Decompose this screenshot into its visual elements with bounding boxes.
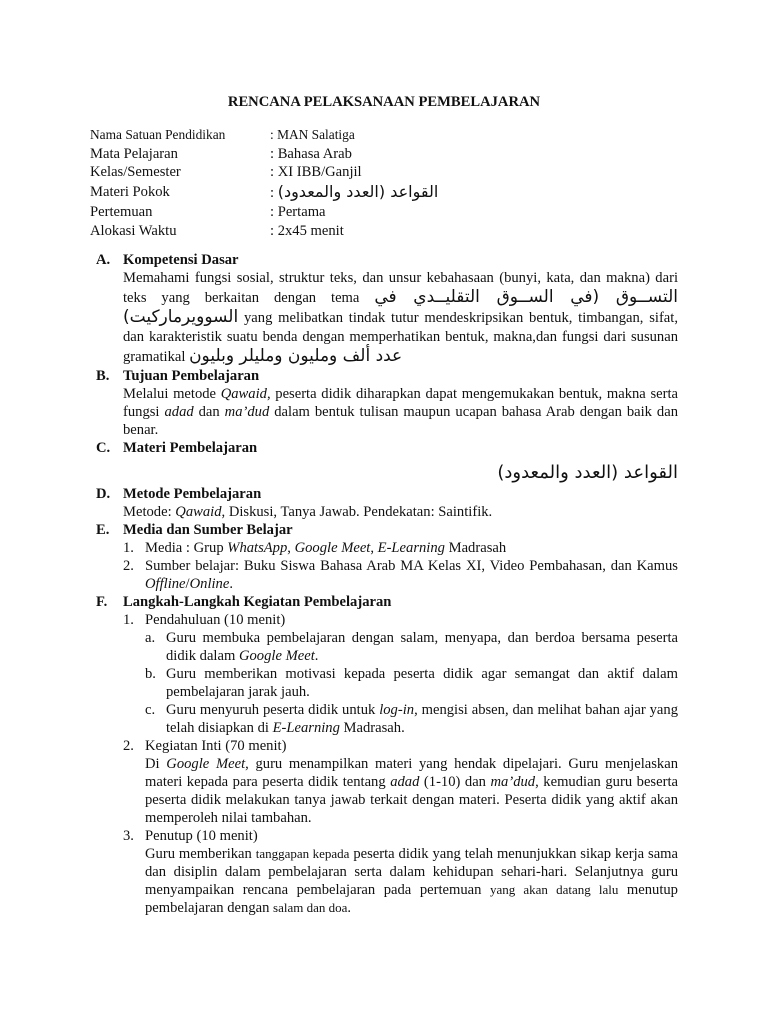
identity-row-school [90, 126, 710, 144]
section-body [123, 503, 678, 521]
section-e [96, 521, 678, 593]
step-title: Kegiatan Inti (70 menit) [145, 738, 287, 754]
text: , peserta didik diharapkan dapat mengemukakan bentuk, makna serta fungsi [123, 386, 678, 420]
text: / [185, 576, 190, 592]
section-heading [96, 521, 678, 539]
paragraph-text: yang melibatkan tindak tutur mendeskripsikan bentuk, timbangan, sifat, dan karakteristik suatu benda dengan memperhatikan bentuk, makna,dan fungsi dari susunan gramatikal [123, 310, 678, 365]
italic-term: Google Meet [294, 540, 371, 556]
text: salam dan doa [273, 900, 348, 915]
identity-label: Pertemuan [90, 204, 153, 221]
italic-term: Google Meet [238, 648, 315, 664]
list-content [145, 611, 678, 737]
italic-term: Qawaid [220, 386, 267, 402]
sub-item [145, 629, 678, 665]
identity-label: Alokasi Waktu [90, 222, 177, 239]
text: . [314, 648, 319, 664]
section-d [96, 485, 678, 521]
text: yang akan datang lalu [489, 882, 619, 897]
italic-term: adad [164, 404, 194, 420]
section-body [123, 457, 678, 485]
list-text [145, 557, 678, 593]
arabic-text: القواعد (العدد والمعدود) [497, 462, 678, 483]
list-number: 2. [123, 738, 134, 754]
arabic-text: عدد ألف ومليون ومليلر وبليون [189, 346, 403, 366]
sub-text [166, 629, 678, 665]
section-b [96, 367, 678, 439]
step-body [145, 845, 678, 917]
text: Sumber belajar: Buku Siswa Bahasa Arab MA Kelas XI, Video Pembahasan, dan Kamus [145, 558, 678, 574]
identity-value: : 2x45 menit [270, 222, 344, 239]
section-letter: C. [96, 440, 111, 456]
identity-value: : Pertama [270, 204, 326, 221]
sub-letter: b. [145, 666, 156, 682]
italic-term: adad [390, 774, 420, 790]
section-letter: F. [96, 594, 108, 610]
text: tanggapan kepada [255, 846, 350, 861]
section-heading [96, 439, 678, 457]
identity-row-class [90, 163, 710, 181]
list-number: 1. [123, 540, 134, 556]
text: , Diskusi, Tanya Jawab. Pendekatan: Saintifik. [221, 504, 493, 520]
text: . [347, 900, 352, 916]
text: , guru menampilkan materi yang hendak dipelajari. Guru menjelaskan materi kepada para peserta didik tentang [145, 756, 678, 790]
document-title: RENCANA PELAKSANAAN PEMBELAJARAN [227, 94, 541, 110]
section-letter: A. [96, 252, 111, 268]
italic-term: log-in [379, 702, 415, 718]
italic-term: WhatsApp [227, 540, 288, 556]
text: , [287, 540, 295, 556]
list-number: 1. [123, 612, 134, 628]
identity-value-prefix: : [270, 184, 278, 201]
italic-term: ma’dud [224, 404, 270, 420]
italic-term: E-Learning [377, 540, 445, 556]
text: Metode: [123, 504, 176, 520]
identity-label: Mata Pelajaran [90, 145, 178, 162]
section-letter: E. [96, 522, 110, 538]
numbered-list [123, 611, 678, 917]
section-a [96, 251, 678, 367]
identity-row-meeting [90, 203, 710, 221]
identity-row-topic [90, 181, 710, 203]
list-number: 3. [123, 828, 134, 844]
step-body [145, 755, 678, 827]
section-letter: D. [96, 486, 111, 502]
list-item [123, 557, 678, 593]
list-item [123, 827, 678, 917]
italic-term: Qawaid [175, 504, 222, 520]
section-title: Tujuan Pembelajaran [123, 368, 260, 384]
section-heading [96, 593, 678, 611]
sub-letter: c. [145, 702, 156, 718]
identity-label: Materi Pokok [90, 184, 170, 201]
list-item [123, 737, 678, 827]
list-content [145, 737, 678, 827]
section-letter: B. [96, 368, 110, 384]
identity-value: : Bahasa Arab [270, 145, 352, 162]
section-title: Metode Pembelajaran [123, 486, 262, 502]
text: menutup pembelajaran dengan [145, 882, 678, 916]
numbered-list [123, 539, 678, 593]
sub-letter: a. [145, 630, 156, 646]
text: dan [193, 404, 225, 420]
text: , [370, 540, 378, 556]
text: , mengisi absen, dan melihat bahan ajar yang telah disiapkan di [166, 702, 678, 736]
section-f [96, 593, 678, 917]
sub-text: Guru memberikan motivasi kepada peserta didik agar semangat dan aktif dalam pembelajaran jarak jauh. [166, 666, 678, 700]
italic-term: ma’dud [490, 774, 536, 790]
text: . [229, 576, 233, 592]
section-c [96, 439, 678, 485]
identity-value: : XI IBB/Ganjil [270, 163, 362, 180]
identity-table [90, 126, 710, 240]
text: Madrasah [444, 540, 507, 556]
text: Guru menyuruh peserta didik untuk [166, 702, 380, 718]
text: , kemudian guru beserta peserta didik melakukan tanya jawab terkait dengan materi. Peserta didik yang aktif akan memperoleh nilai tambahan. [145, 774, 678, 826]
italic-term: Offline [145, 576, 186, 592]
list-item [123, 611, 678, 737]
text: Melalui metode [123, 386, 221, 402]
text: Media : Grup [145, 540, 228, 556]
identity-row-time [90, 222, 710, 240]
text: (1-10) dan [419, 774, 491, 790]
text: Di [145, 756, 167, 772]
section-title: Media dan Sumber Belajar [123, 522, 293, 538]
sub-item [145, 665, 678, 701]
list-item [123, 539, 678, 557]
identity-value: : MAN Salatiga [270, 127, 355, 143]
italic-term: Google Meet [166, 756, 246, 772]
step-title: Penutup (10 menit) [145, 828, 258, 844]
text: peserta didik yang telah menunjukkan sikap kerja sama dan disiplin dalam pembelajaran serta dalam kehidupan sehari-hari. Selanjutnya guru menyampaikan rencana pembelajaran pada pertemuan [145, 846, 679, 898]
section-body [123, 269, 678, 367]
text: Madrasah. [339, 720, 405, 736]
sub-text [166, 701, 678, 737]
section-heading [96, 485, 678, 503]
italic-term: E-Learning [272, 720, 340, 736]
section-body [123, 385, 678, 439]
list-number: 2. [123, 558, 134, 574]
section-title: Materi Pembelajaran [123, 440, 258, 456]
identity-label: Nama Satuan Pendidikan [90, 127, 226, 143]
list-content [145, 827, 678, 917]
text: dalam bentuk tulisan maupun ucapan bahasa Arab dengan baik dan benar. [123, 404, 679, 438]
text: Guru membuka pembelajaran dengan salam, menyapa, dan berdoa bersama peserta didik dalam [166, 630, 678, 664]
paragraph-text: Memahami fungsi sosial, struktur teks, dan unsur kebahasaan (bunyi, kata, dan makna) dari teks yang berkaitan dengan tema [123, 270, 678, 306]
identity-value-arabic: القواعد (العدد والمعدود) [277, 181, 439, 201]
list-text [145, 539, 678, 557]
identity-label: Kelas/Semester [90, 163, 181, 180]
italic-term: Online [189, 576, 230, 592]
section-heading [96, 367, 678, 385]
sub-item [145, 701, 678, 737]
section-title: Kompetensi Dasar [123, 252, 239, 268]
sections [96, 251, 678, 917]
section-title: Langkah-Langkah Kegiatan Pembelajaran [123, 594, 392, 610]
text: Guru memberikan [145, 846, 256, 862]
identity-value [270, 183, 710, 202]
arabic-text: التســوق (في الســوق التقليــدي في السوويرماركيت) [123, 287, 678, 327]
step-title: Pendahuluan (10 menit) [145, 612, 286, 628]
identity-row-subject [90, 144, 710, 162]
section-heading [96, 251, 678, 269]
